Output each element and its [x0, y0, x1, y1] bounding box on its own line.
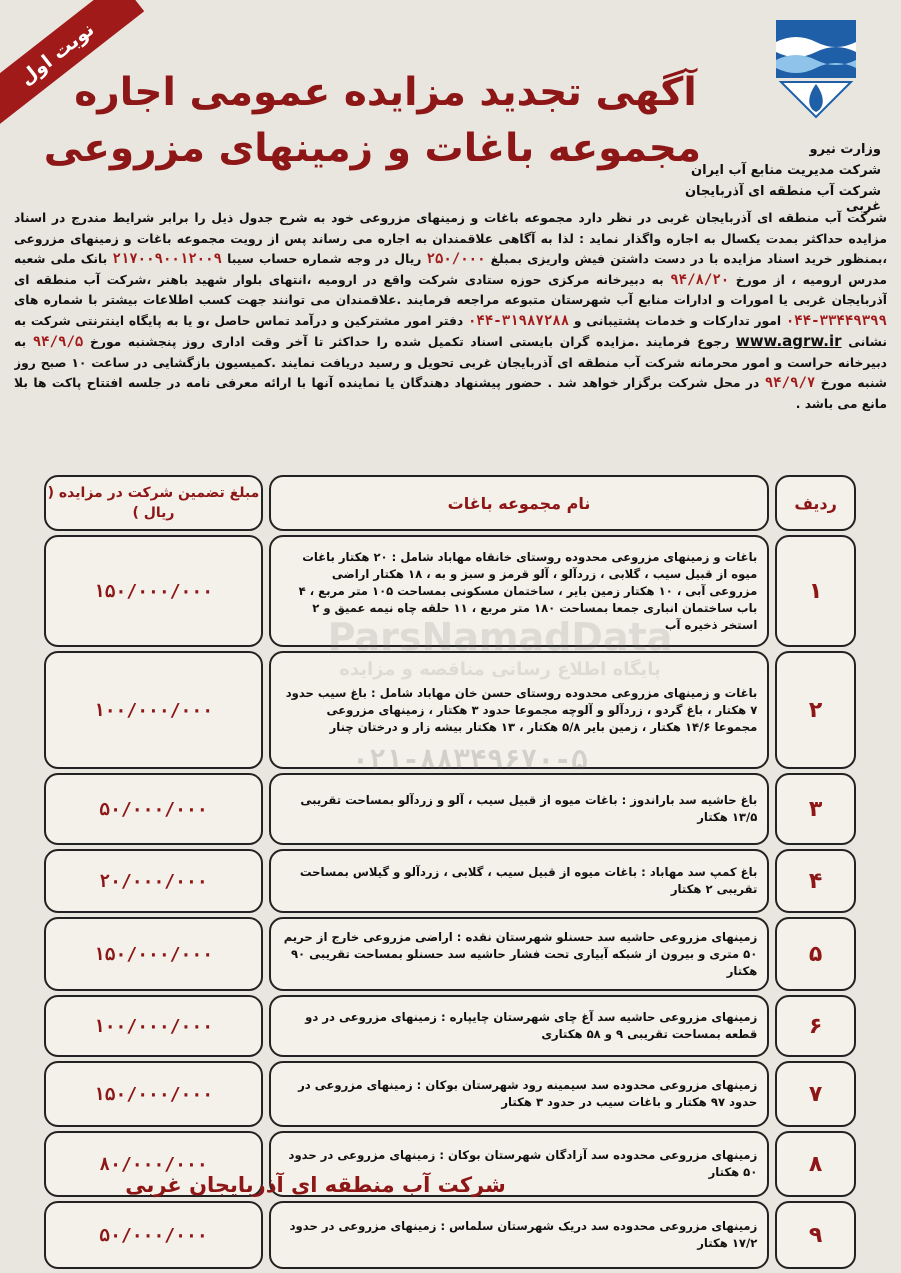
footer-company: شرکت آب منطقه ای آذربایجان غربی	[125, 1173, 506, 1197]
ministry-label: وزارت نیرو	[809, 142, 881, 157]
table-row	[44, 995, 856, 1057]
table-row	[44, 535, 856, 647]
row-guarantee-amount: ۲۰/۰۰۰/۰۰۰	[44, 849, 263, 913]
row-guarantee-amount: ۱۵۰/۰۰۰/۰۰۰	[44, 1061, 263, 1127]
intro-text-1: شرکت آب منطقه ای آذربایجان غربی در نظر دارد مجموعه باغات و زمینهای مزروعی خود به شرح جدول ذیل را برابر شرایط مندرج در اسناد مزایده حداکثر بمدت یکسال به اجاره واگذار نماید : لذا به آگاهی علاقمندان به اجاره می رساند پس از رویت مجموعه باغات و زمینهای مزروعی ،بمنظور خرید اسناد مزایده با در دست داشتن فیش واریزی بمبلغ	[14, 211, 887, 266]
table-row	[44, 917, 856, 991]
intro-text-3: بانک ملی شعبه مدرس ارومیه ، از مورخ	[14, 252, 887, 287]
company-label: شرکت مدیریت منابع آب ایران	[691, 163, 881, 178]
row-guarantee-amount: ۱۰۰/۰۰۰/۰۰۰	[44, 995, 263, 1057]
intro-text-4: به دبیرخانه مرکزی حوزه ستادی شرکت واقع در ارومیه ،انتهای بلوار شهید باهنر ،شرکت آب منطقه ای آذربایجان غربی یا امورات و ادارات منابع آب شهرستان متبوعه مراجعه فرمایند .علاقمندان می توانند جهت کسب اطلاعات بیشتر با شماره های	[14, 272, 887, 307]
start-date: ۹۴/۸/۲۰	[670, 271, 730, 288]
watermark-phone: ۰۲۱-۸۸۳۴۹۶۷۰-۵	[351, 743, 588, 776]
row-index: ۵	[775, 917, 856, 991]
notice-body	[14, 208, 887, 463]
row-description: باغات و زمینهای مزروعی محدوده روستای حسن خان مهاباد شامل : باغ سیب حدود ۷ هکتار ، باغ گردو ، زردآلو و آلوچه مجموعا حدود ۳ هکتار ، زمینهای مزروعی مجموعا ۱۴/۶ هکتار ، زمین بایر ۵/۸ هکتار ، ۱۳ هکتار بیشه زار و درختان چنار	[269, 651, 770, 769]
notice-title-line2: مجموعه باغات و زمینهای مزروعی	[43, 126, 701, 171]
phone-procurement: ۰۴۴-۳۳۴۴۹۳۹۹	[785, 312, 887, 329]
row-description: زمینهای مزروعی محدوده سد آزادگان شهرستان بوکان : زمینهای مزروعی در حدود ۵۰ هکتار	[269, 1131, 770, 1197]
website-link[interactable]: www.agrw.ir	[735, 332, 842, 350]
table-row	[44, 773, 856, 845]
notice-title-line1: آگهی تجدید مزایده عمومی اجاره	[74, 70, 697, 115]
intro-text-5: امور تدارکات و خدمات پشتیبانی و	[573, 313, 782, 328]
opening-date: ۹۴/۹/۷	[764, 375, 816, 391]
row-index: ۹	[775, 1201, 856, 1269]
row-description: زمینهای مزروعی محدوده سد دریک شهرستان سلماس : زمینهای مزروعی در حدود ۱۷/۲ هکتار	[269, 1201, 770, 1269]
table-row	[44, 1061, 856, 1127]
header-name: نام مجموعه باغات	[269, 475, 770, 531]
water-company-logo-icon	[741, 12, 881, 132]
row-index: ۷	[775, 1061, 856, 1127]
row-description: باغ کمپ سد مهاباد : باغات میوه از قبیل سیب ، گلابی ، زردآلو و گیلاس بمساحت تقریبی ۲ هکتار	[269, 849, 770, 913]
table-header-row	[44, 475, 856, 531]
row-description: زمینهای مزروعی محدوده سد سیمینه رود شهرستان بوکان : زمینهای مزروعی در حدود ۹۷ هکتار و باغات سیب در حدود ۳ هکتار	[269, 1061, 770, 1127]
regional-company-label: شرکت آب منطقه ای آذربایجان غربی	[684, 184, 881, 214]
row-index: ۲	[775, 651, 856, 769]
header-index: ردیف	[775, 475, 856, 531]
phone-subscribers: ۰۴۴-۳۱۹۸۷۲۸۸	[467, 312, 570, 329]
document-fee: ۲۵۰/۰۰۰	[426, 251, 486, 267]
first-publication-ribbon: نوبت اول	[0, 0, 144, 128]
row-description: باغات و زمینهای مزروعی محدوده روستای خانقاه مهاباد شامل : ۲۰ هکتار باغات میوه از قبیل سیب ، گلابی ، زردآلو ، آلو قرمز و سبز و به ، ۱۸ هکتار اراضی مزروعی آبی ، ۱۰ هکتار زمین بایر ، ساختمان مسکونی بمساحت ۱۰۵ متر مربع ، ۴ باب ساختمان انباری جمعا بمساحت ۱۸۰ متر مربع ، ۱۱ حلقه چاه نیمه عمیق و ۲ استخر ذخیره آب	[269, 535, 770, 647]
row-index: ۸	[775, 1131, 856, 1197]
table-row	[44, 849, 856, 913]
table-row	[44, 1201, 856, 1269]
intro-text-9: در محل شرکت برگزار خواهد شد . حضور پیشنهاد دهندگان یا نماینده آنها با ارائه معرفی نامه در جلسه افتتاح پاکت ها بلا مانع می باشد .	[14, 376, 887, 411]
row-index: ۳	[775, 773, 856, 845]
row-description: زمینهای مزروعی حاشیه سد حسنلو شهرستان نقده : اراضی مزروعی خارج از حریم ۵۰ متری و بیرون از شبکه آبیاری تحت فشار حاشیه سد حسنلو بمساحت تقریبی ۹۰ هکتار	[269, 917, 770, 991]
intro-text-2: ریال در وجه شماره حساب سیبا	[227, 252, 422, 266]
row-guarantee-amount: ۵۰/۰۰۰/۰۰۰	[44, 1201, 263, 1269]
bank-account-number: ۲۱۷۰۰۹۰۰۱۲۰۰۹	[112, 251, 222, 267]
gardens-table	[44, 471, 856, 1273]
intro-text-7: رجوع فرمایند .مزایده گران بایستی اسناد تکمیل شده را حداکثر تا آخر وقت اداری روز پنجشنبه مورخ	[90, 335, 730, 349]
row-description: باغ حاشیه سد باراندوز : باغات میوه از قبیل سیب ، آلو و زردآلو بمساحت تقریبی ۱۳/۵ هکتار	[269, 773, 770, 845]
row-guarantee-amount: ۱۵۰/۰۰۰/۰۰۰	[44, 917, 263, 991]
intro-text-8: به دبیرخانه حراست و امور محرمانه شرکت آب منطقه ای آذربایجان غربی تحویل و رسید دریافت نمایند .کمیسیون بازگشایی در ساعت ۱۰ صبح روز شنبه مورخ	[14, 335, 887, 390]
deadline-date: ۹۴/۹/۵	[32, 334, 84, 350]
row-index: ۶	[775, 995, 856, 1057]
row-index: ۱	[775, 535, 856, 647]
header-amount: مبلغ تضمین شرکت در مزایده ( ریال )	[44, 475, 263, 531]
row-guarantee-amount: ۱۵۰/۰۰۰/۰۰۰	[44, 535, 263, 647]
row-guarantee-amount: ۸۰/۰۰۰/۰۰۰	[44, 1131, 263, 1197]
row-description: زمینهای مزروعی حاشیه سد آغ چای شهرستان چایپاره : زمینهای مزروعی در دو قطعه بمساحت تقریبی ۹ و ۵۸ هکتاری	[269, 995, 770, 1057]
row-guarantee-amount: ۱۰۰/۰۰۰/۰۰۰	[44, 651, 263, 769]
row-index: ۴	[775, 849, 856, 913]
intro-text-6: دفتر امور مشترکین و درآمد تماس حاصل ،و یا به پایگاه اینترنتی شرکت به نشانی	[14, 313, 887, 349]
row-guarantee-amount: ۵۰/۰۰۰/۰۰۰	[44, 773, 263, 845]
